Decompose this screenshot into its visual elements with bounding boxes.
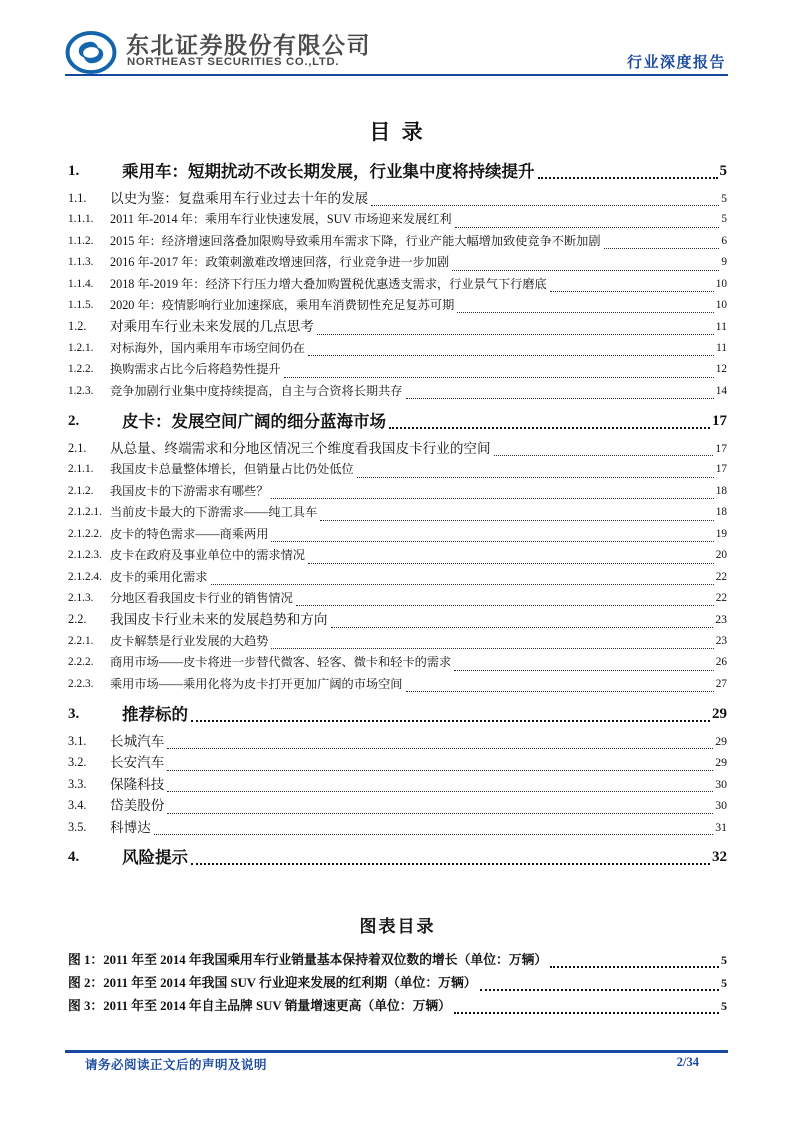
toc-leader-dots (284, 377, 714, 378)
toc-entry-label: 皮卡的乘用化需求 (110, 569, 208, 584)
toc-entry-page: 10 (715, 277, 727, 290)
toc-entry-label: 保隆科技 (110, 776, 165, 792)
toc-entry-page: 29 (715, 755, 727, 770)
toc-entry-number: 3.1. (68, 733, 87, 748)
toc-entry[interactable] (68, 703, 727, 726)
toc-entry-page: 31 (715, 819, 727, 834)
toc-entry-page: 23 (715, 634, 727, 647)
toc-entry-label: 换购需求占比今后将趋势性提升 (110, 362, 281, 377)
toc-entry[interactable] (68, 752, 727, 773)
toc-entry-page: 10 (715, 299, 727, 312)
toc-entry-page: 11 (716, 341, 727, 354)
toc-leader-dots (357, 477, 714, 478)
toc-leader-dots (154, 834, 713, 835)
toc-entry-label: 2011 年-2014 年：乘用车行业快速发展，SUV 市场迎来发展红利 (110, 212, 452, 227)
toc-entry-page: 20 (715, 549, 727, 562)
toc-entry-page: 18 (715, 506, 727, 519)
report-header (65, 28, 728, 75)
toc-entry-label: 从总量、终端需求和分地区情况三个维度看我国皮卡行业的空间 (110, 441, 491, 457)
toc-entry-number: 2.1.2.4. (68, 570, 102, 583)
toc-leader-dots (604, 248, 720, 249)
toc-entry-number: 3. (68, 705, 80, 722)
toc-entry-page: 23 (715, 612, 727, 627)
figure-entry-page: 5 (721, 998, 727, 1013)
toc-entry-page: 9 (721, 256, 727, 269)
northeast-securities-logo-icon (65, 31, 117, 74)
toc-entry-label: 2016 年-2017 年：政策刺激难改增速回落，行业竞争进一步加剧 (110, 255, 450, 270)
toc-entry[interactable] (68, 410, 727, 433)
toc-entry-number: 2.1.1. (68, 463, 94, 476)
toc-entry-label: 皮卡解禁是行业发展的大趋势 (110, 633, 269, 648)
toc-entry-number: 2.2.3. (68, 677, 94, 690)
toc-title: 目 录 (369, 120, 426, 144)
figure-leader-dots (550, 966, 719, 968)
toc-entry-page: 29 (715, 733, 727, 748)
toc-entry[interactable] (68, 438, 727, 459)
toc-entry-label: 以史为鉴：复盘乘用车行业过去十年的发展 (110, 191, 369, 206)
toc-entry-page: 19 (715, 527, 727, 540)
toc-entry-page: 30 (715, 776, 727, 791)
toc-entry-page: 30 (715, 798, 727, 813)
company-name-en: NORTHEAST SECURITIES CO.,LTD. (127, 56, 340, 68)
toc-entry-number: 3.5. (68, 819, 87, 834)
toc-entry[interactable] (68, 609, 727, 630)
toc-entry-label: 乘用车：短期扰动不改长期发展，行业集中度将持续提升 (122, 162, 535, 181)
toc-entry[interactable] (68, 846, 727, 869)
toc-entry-label: 皮卡的特色需求——商乘两用 (110, 526, 269, 541)
figure-entry[interactable] (68, 972, 727, 995)
toc-leader-dots (271, 648, 713, 649)
toc-entry-number: 1.2.3. (68, 384, 94, 397)
toc-entry-label: 长城汽车 (110, 733, 165, 749)
toc-entry-number: 2.2. (68, 612, 87, 627)
toc-list (68, 160, 727, 869)
toc-entry[interactable] (68, 731, 727, 752)
toc-entry[interactable] (68, 817, 727, 838)
toc-entry-label: 皮卡在政府及事业单位中的需求情况 (110, 548, 305, 563)
toc-entry-page: 6 (721, 234, 727, 247)
toc-leader-dots (371, 205, 719, 206)
toc-leader-dots (167, 791, 713, 792)
toc-entry-label: 对标海外，国内乘用车市场空间仍在 (110, 340, 305, 355)
toc-entry-page: 5 (719, 163, 727, 179)
toc-entry-page: 11 (715, 319, 727, 334)
toc-leader-dots (331, 627, 714, 628)
footer-disclaimer: 请务必阅读正文后的声明及说明 (85, 1058, 268, 1072)
toc-leader-dots (167, 813, 713, 814)
toc-entry-page: 26 (715, 656, 727, 669)
toc-entry-label: 乘用市场——乘用化将为皮卡打开更加广阔的市场空间 (110, 676, 403, 691)
toc-leader-dots (457, 312, 713, 313)
toc-entry[interactable] (68, 316, 727, 337)
toc-leader-dots (550, 291, 714, 292)
toc-leader-dots (191, 720, 710, 722)
toc-entry-label: 分地区看我国皮卡行业的销售情况 (110, 590, 293, 605)
toc-leader-dots (452, 270, 719, 271)
toc-entry-label: 竞争加剧行业集中度持续提高，自主与合资将长期共存 (110, 383, 403, 398)
toc-entry-label: 岱美股份 (110, 798, 165, 814)
toc-leader-dots (494, 455, 714, 456)
toc-entry[interactable] (68, 359, 727, 380)
header-divider (65, 74, 728, 76)
toc-entry[interactable] (68, 674, 727, 695)
toc-entry-page: 5 (721, 191, 727, 205)
toc-entry-number: 2.2.2. (68, 656, 94, 669)
toc-leader-dots (167, 748, 713, 749)
figures-title: 图表目录 (359, 916, 436, 936)
toc-leader-dots (211, 584, 714, 585)
toc-entry-label: 2015 年：经济增速回落叠加限购导致乘用车需求下降，行业产能大幅增加致使竞争不断加剧 (110, 233, 601, 248)
toc-leader-dots (308, 355, 714, 356)
toc-entry-page: 17 (715, 463, 727, 476)
toc-entry-number: 2.1. (68, 441, 87, 456)
toc-entry-number: 3.3. (68, 776, 87, 791)
toc-entry-number: 2.1.2.3. (68, 549, 102, 562)
toc-entry-number: 3.2. (68, 755, 87, 770)
toc-entry-page: 5 (721, 213, 727, 226)
toc-entry[interactable] (68, 160, 727, 183)
toc-entry-number: 1.1. (68, 191, 87, 205)
toc-entry-page: 18 (715, 484, 727, 497)
toc-entry-label: 2020 年：疫情影响行业加速探底，乘用车消费韧性充足复苏可期 (110, 298, 455, 313)
figure-entry-label: 图 1：2011 年至 2014 年我国乘用车行业销量基本保持着双位数的增长（单位：万辆） (68, 952, 548, 967)
toc-entry-number: 1.1.3. (68, 256, 94, 269)
toc-entry[interactable] (68, 631, 727, 652)
toc-entry-page: 22 (715, 570, 727, 583)
toc-entry-number: 2. (68, 413, 80, 430)
toc-entry-label: 皮卡：发展空间广阔的细分蓝海市场 (122, 412, 386, 432)
toc-entry-label: 长安汽车 (110, 755, 165, 771)
toc-leader-dots (406, 691, 714, 692)
toc-leader-dots (406, 398, 714, 399)
toc-entry-number: 1.1.1. (68, 213, 94, 226)
figure-entry[interactable] (68, 949, 727, 972)
company-name-cn: 东北证券股份有限公司 (126, 32, 371, 58)
toc-entry-page: 32 (712, 848, 727, 865)
toc-entry-number: 2.1.2.2. (68, 527, 102, 540)
toc-entry-number: 4. (68, 848, 80, 865)
toc-entry[interactable] (68, 295, 727, 316)
toc-entry-page: 17 (712, 413, 727, 430)
toc-entry-page: 14 (715, 384, 727, 397)
toc-leader-dots (191, 863, 710, 865)
figure-entry-label: 图 3：2011 年至 2014 年自主品牌 SUV 销量增速更高（单位：万辆） (68, 998, 451, 1013)
figure-leader-dots (480, 989, 719, 991)
toc-entry[interactable] (68, 188, 727, 209)
toc-entry-label: 商用市场——皮卡将进一步替代微客、轻客、微卡和轻卡的需求 (110, 655, 452, 670)
toc-leader-dots (317, 334, 714, 335)
toc-entry-number: 1.2.1. (68, 341, 94, 354)
toc-entry-label: 推荐标的 (122, 704, 188, 724)
toc-entry[interactable] (68, 459, 727, 480)
toc-entry-page: 27 (715, 677, 727, 690)
toc-entry-label: 当前皮卡最大的下游需求——纯工具车 (110, 505, 318, 520)
figure-entry[interactable] (68, 995, 727, 1018)
toc-entry-number: 2.1.2. (68, 484, 94, 497)
toc-entry-label: 我国皮卡行业未来的发展趋势和方向 (110, 612, 328, 628)
toc-entry-label: 对乘用车行业未来发展的几点思考 (110, 319, 314, 335)
toc-entry[interactable] (68, 774, 727, 795)
toc-entry-page: 22 (715, 591, 727, 604)
toc-leader-dots (296, 605, 714, 606)
toc-entry[interactable] (68, 524, 727, 545)
toc-entry[interactable] (68, 381, 727, 402)
toc-entry-page: 17 (715, 441, 727, 456)
toc-entry-page: 12 (715, 363, 727, 376)
toc-entry-number: 1.1.2. (68, 234, 94, 247)
toc-entry[interactable] (68, 588, 727, 609)
toc-entry[interactable] (68, 567, 727, 588)
toc-entry-number: 3.4. (68, 798, 87, 813)
toc-entry-page: 29 (712, 705, 727, 722)
figure-entry-page: 5 (721, 975, 727, 990)
toc-entry[interactable] (68, 338, 727, 359)
page-content (68, 118, 727, 1018)
toc-entry-number: 2.1.3. (68, 591, 94, 604)
toc-entry-label: 科博达 (110, 819, 151, 835)
footer-divider (65, 1050, 728, 1053)
toc-leader-dots (271, 498, 713, 499)
report-type-label: 行业深度报告 (626, 55, 726, 71)
toc-entry-label: 我国皮卡总量整体增长，但销量占比仍处低位 (110, 462, 354, 477)
toc-leader-dots (455, 227, 720, 228)
toc-entry[interactable] (68, 795, 727, 816)
toc-leader-dots (389, 427, 710, 429)
toc-entry-number: 2.1.2.1. (68, 506, 102, 519)
toc-entry-label: 我国皮卡的下游需求有哪些？ (110, 483, 269, 498)
toc-leader-dots (320, 520, 714, 521)
toc-entry-number: 2.2.1. (68, 634, 94, 647)
toc-entry[interactable] (68, 545, 727, 566)
figure-leader-dots (454, 1012, 719, 1014)
toc-leader-dots (167, 770, 713, 771)
figure-entry-label: 图 2：2011 年至 2014 年我国 SUV 行业迎来发展的红利期（单位：万辆） (68, 975, 477, 990)
toc-entry-label: 2018 年-2019 年：经济下行压力增大叠加购置税优惠透支需求，行业景气下行磨底 (110, 276, 547, 291)
toc-entry[interactable] (68, 231, 727, 252)
toc-entry-number: 1.1.4. (68, 277, 94, 290)
figures-list (68, 949, 727, 1018)
toc-entry-number: 1.2. (68, 319, 87, 334)
toc-entry[interactable] (68, 481, 727, 502)
toc-entry-label: 风险提示 (122, 847, 188, 867)
toc-entry-number: 1. (68, 163, 80, 179)
toc-leader-dots (271, 541, 713, 542)
toc-entry[interactable] (68, 252, 727, 273)
toc-leader-dots (538, 177, 718, 179)
report-footer (85, 1055, 727, 1073)
toc-entry[interactable] (68, 209, 727, 230)
toc-entry[interactable] (68, 274, 727, 295)
toc-entry-number: 1.2.2. (68, 363, 94, 376)
toc-entry[interactable] (68, 652, 727, 673)
toc-entry-number: 1.1.5. (68, 299, 94, 312)
toc-leader-dots (454, 670, 713, 671)
figure-entry-page: 5 (721, 952, 727, 967)
toc-entry[interactable] (68, 502, 727, 523)
toc-leader-dots (308, 563, 714, 564)
page-indicator: 2/34 (676, 1055, 699, 1069)
